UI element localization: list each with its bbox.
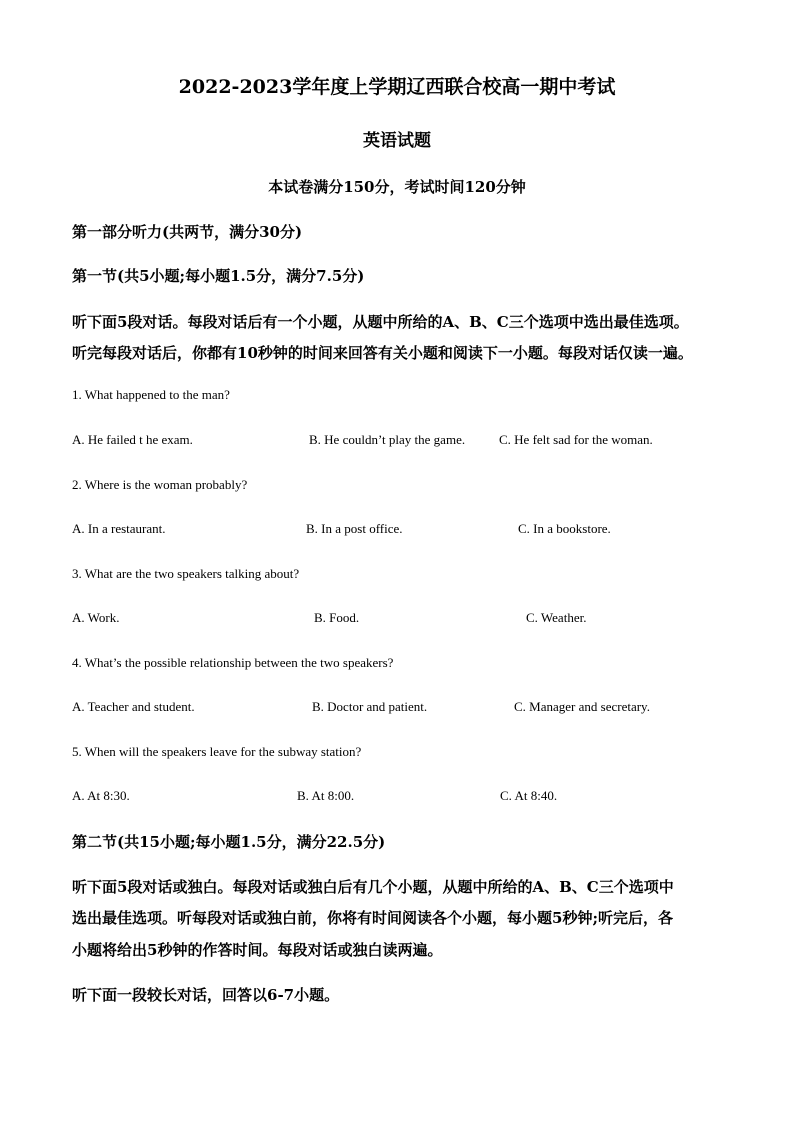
question-1-option-a: A. He failed t he exam.	[72, 432, 193, 447]
section2-instruction-line2: 选出最佳选项。听每段对话或独白前，你将有时间阅读各个小题，每小题5秒钟;听完后，各	[72, 909, 673, 927]
question-5-option-a: A. At 8:30.	[72, 788, 130, 803]
question-1-option-b: B. He couldn’t play the game.	[309, 432, 466, 447]
question-3-option-c: C. Weather.	[526, 610, 587, 625]
question-2-option-c: C. In a bookstore.	[518, 521, 611, 536]
section1-instruction-line1: 听下面5段对话。每段对话后有一个小题，从题中所给的A、B、C三个选项中选出最佳选项。	[72, 313, 689, 331]
part1-heading: 第一部分听力(共两节，满分30分)	[72, 223, 303, 241]
question-2-stem: 2. Where is the woman probably?	[72, 477, 248, 492]
question-5-option-c: C. At 8:40.	[500, 788, 558, 803]
exam-title: 2022-2023学年度上学期辽西联合校高一期中考试	[178, 76, 616, 98]
question-3-stem: 3. What are the two speakers talking about?	[72, 566, 300, 581]
section2-heading: 第二节(共15小题;每小题1.5分，满分22.5分)	[72, 833, 386, 851]
question-3-option-b: B. Food.	[314, 610, 360, 625]
question-5-stem: 5. When will the speakers leave for the subway station?	[72, 744, 362, 759]
exam-subtitle: 英语试题	[363, 131, 431, 151]
question-4-stem: 4. What’s the possible relationship between the two speakers?	[72, 655, 394, 670]
exam-note: 本试卷满分150分，考试时间120分钟	[268, 178, 526, 196]
question-1-option-c: C. He felt sad for the woman.	[499, 432, 653, 447]
question-5-option-b: B. At 8:00.	[297, 788, 355, 803]
section2-sub-instruction: 听下面一段较长对话，回答以6-7小题。	[72, 986, 340, 1004]
question-4-option-a: A. Teacher and student.	[72, 699, 195, 714]
question-1-stem: 1. What happened to the man?	[72, 387, 230, 402]
question-4-option-b: B. Doctor and patient.	[312, 699, 428, 714]
question-2-option-b: B. In a post office.	[306, 521, 403, 536]
question-3-option-a: A. Work.	[72, 610, 120, 625]
section2-instruction-line1: 听下面5段对话或独白。每段对话或独白后有几个小题，从题中所给的A、B、C三个选项中	[72, 878, 674, 896]
section1-instruction-line2: 听完每段对话后，你都有10秒钟的时间来回答有关小题和阅读下一小题。每段对话仅读一遍。	[72, 344, 693, 362]
section2-instruction-line3: 小题将给出5秒钟的作答时间。每段对话或独白读两遍。	[72, 941, 443, 959]
section1-heading: 第一节(共5小题;每小题1.5分，满分7.5分)	[72, 267, 365, 285]
question-4-option-c: C. Manager and secretary.	[514, 699, 650, 714]
question-2-option-a: A. In a restaurant.	[72, 521, 166, 536]
